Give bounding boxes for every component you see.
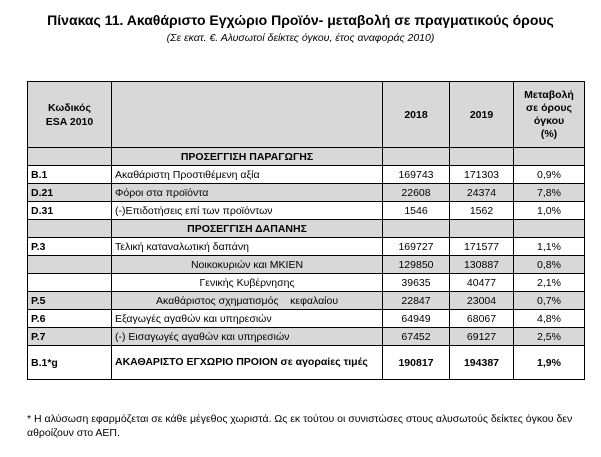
row-value-2019: 194387 [450,346,514,380]
table-header-row [28,82,585,148]
row-code [28,148,112,166]
row-label: ΑΚΑΘΑΡΙΣΤΟ ΕΓΧΩΡΙΟ ΠΡΟΙΟΝ σε αγοραίες τιμές [112,346,383,380]
row-value-2018: 64949 [383,310,450,328]
row-value-2019: 171303 [450,166,514,184]
header-year-2018: 2018 [383,82,450,148]
row-value-2018: 1546 [383,202,450,220]
row-code: D.31 [28,202,112,220]
header-code-line1: Κωδικός [48,101,91,114]
header-year-2019: 2019 [450,82,514,148]
row-label: ΠΡΟΣΕΓΓΙΣΗ ΔΑΠΑΝΗΣ [112,220,383,238]
table-row [28,220,585,238]
header-code [28,82,112,148]
row-change: 2,1% [514,274,585,292]
header-change-line4: (%) [540,127,558,140]
header-change-line1: Μεταβολή [524,88,574,101]
header-change-line3: όγκου [533,114,565,127]
table-row [28,292,585,310]
row-change: 0,7% [514,292,585,310]
row-change: 1,9% [514,346,585,380]
row-code: P.7 [28,328,112,346]
row-label: Νοικοκυριών και ΜΚΙΕΝ [112,256,383,274]
row-label: Τελική καταναλωτική δαπάνη [112,238,383,256]
row-value-2019 [450,148,514,166]
row-value-2018 [383,148,450,166]
row-label: ΠΡΟΣΕΓΓΙΣΗ ΠΑΡΑΓΩΓΗΣ [112,148,383,166]
table-row [28,238,585,256]
row-value-2019: 24374 [450,184,514,202]
table-row [28,274,585,292]
row-value-2018: 22608 [383,184,450,202]
row-label: Ακαθάριστος σχηματισμός κεφαλαίου [112,292,383,310]
row-value-2019: 68067 [450,310,514,328]
row-value-2018: 129850 [383,256,450,274]
row-code: P.6 [28,310,112,328]
row-value-2019 [450,220,514,238]
row-code [28,220,112,238]
row-code: P.3 [28,238,112,256]
row-label: Εξαγωγές αγαθών και υπηρεσιών [112,310,383,328]
row-change [514,220,585,238]
row-label: Ακαθάριστη Προστιθέμενη αξία [112,166,383,184]
row-value-2018 [383,220,450,238]
row-value-2018: 190817 [383,346,450,380]
row-code: B.1 [28,166,112,184]
row-value-2019: 171577 [450,238,514,256]
row-change: 4,8% [514,310,585,328]
footnote: * Η αλύσωση εφαρμόζεται σε κάθε μέγεθος χωριστά. Ως εκ τούτου οι συνιστώσες στους αλυσωτούς δείκτες όγκου δεν αθροίζουν στο ΑΕΠ. [27,413,573,439]
table-row [28,310,585,328]
row-change: 7,8% [514,184,585,202]
row-value-2018: 169743 [383,166,450,184]
row-value-2019: 40477 [450,274,514,292]
header-change [514,82,585,148]
row-change [514,148,585,166]
header-change-line2: σε όρους [526,101,572,114]
row-label: (-) Εισαγωγές αγαθών και υπηρεσιών [112,328,383,346]
row-change: 0,8% [514,256,585,274]
row-value-2019: 1562 [450,202,514,220]
row-value-2019: 130887 [450,256,514,274]
table-row [28,184,585,202]
row-label: Φόροι στα προϊόντα [112,184,383,202]
row-value-2018: 39635 [383,274,450,292]
row-change: 1,1% [514,238,585,256]
table-subtitle: (Σε εκατ. €. Αλυσωτοί δείκτες όγκου, έτος αναφοράς 2010) [166,32,435,44]
gdp-table [27,81,585,380]
table-row [28,328,585,346]
row-value-2018: 169727 [383,238,450,256]
table-row [28,148,585,166]
row-code: D.21 [28,184,112,202]
table-row [28,202,585,220]
row-change: 2,5% [514,328,585,346]
row-value-2019: 23004 [450,292,514,310]
row-value-2019: 69127 [450,328,514,346]
row-value-2018: 22847 [383,292,450,310]
table-title: Πίνακας 11. Ακαθάριστο Εγχώριο Προϊόν- μεταβολή σε πραγματικούς όρους [47,12,554,28]
table-row [28,166,585,184]
row-change: 0,9% [514,166,585,184]
row-code [28,274,112,292]
row-value-2018: 67452 [383,328,450,346]
header-label [112,82,383,148]
row-label: (-)Επιδοτήσεις επί των προϊόντων [112,202,383,220]
row-change: 1,0% [514,202,585,220]
table-row-total [28,346,585,380]
row-label: Γενικής Κυβέρνησης [112,274,383,292]
row-code [28,256,112,274]
table-row [28,256,585,274]
row-code: B.1*g [28,346,112,380]
row-code: P.5 [28,292,112,310]
header-code-line2: ESA 2010 [45,115,94,128]
